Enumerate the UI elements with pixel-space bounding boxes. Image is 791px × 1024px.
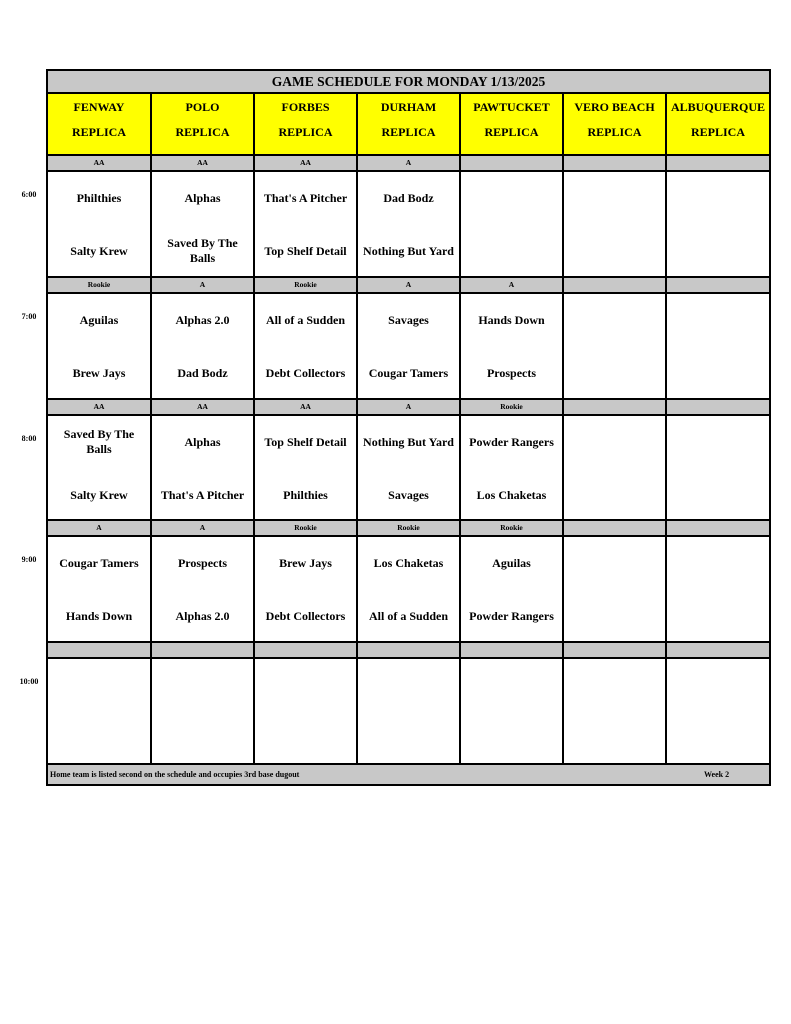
home-team: Salty Krew	[70, 487, 128, 502]
week-label: Week 2	[704, 770, 730, 779]
game-cell	[255, 172, 358, 276]
schedule-footer	[48, 763, 769, 784]
home-team	[564, 599, 665, 633]
division-label: A	[461, 278, 564, 292]
field-subtitle: REPLICA	[484, 125, 539, 139]
away-team: Cougar Tamers	[59, 555, 139, 570]
game-cell	[152, 659, 255, 763]
division-label: AA	[255, 400, 358, 414]
game-cell	[48, 537, 152, 641]
home-team: Dad Bodz	[177, 365, 228, 380]
game-cell	[358, 416, 461, 520]
home-team: Cougar Tamers	[368, 365, 449, 380]
time-label: 8:00	[21, 434, 37, 443]
schedule-sheet	[46, 69, 771, 786]
division-label: AA	[255, 156, 358, 170]
home-team: Alphas 2.0	[175, 608, 230, 623]
home-team: Brew Jays	[72, 365, 126, 380]
division-label	[358, 643, 461, 657]
home-team: Los Chaketas	[476, 487, 547, 502]
away-team	[667, 303, 769, 337]
field-name: POLO	[185, 100, 220, 114]
field-header	[255, 94, 358, 154]
away-team	[48, 668, 150, 702]
away-team: Hands Down	[478, 312, 545, 327]
home-team: Philthies	[283, 487, 328, 502]
schedule-title: GAME SCHEDULE FOR MONDAY 1/13/2025	[48, 71, 769, 94]
division-band	[48, 154, 769, 172]
away-team: Alphas	[184, 434, 221, 449]
home-team: Powder Rangers	[469, 608, 554, 623]
footer-note: Home team is listed second on the schedule and occupies 3rd base dugout	[50, 770, 300, 779]
division-label: A	[358, 156, 461, 170]
away-team	[564, 668, 665, 702]
game-cell	[564, 172, 667, 276]
away-team	[564, 546, 665, 580]
division-band	[48, 276, 769, 294]
game-cell	[564, 294, 667, 398]
time-label: 7:00	[21, 312, 37, 321]
time-label: 6:00	[21, 190, 37, 199]
home-team	[461, 234, 562, 268]
game-cell	[255, 294, 358, 398]
away-team: Alphas 2.0	[175, 312, 230, 327]
division-label	[152, 643, 255, 657]
field-subtitle: REPLICA	[381, 125, 436, 139]
division-label: AA	[152, 400, 255, 414]
home-team: All of a Sudden	[368, 608, 449, 623]
game-cell	[255, 416, 358, 520]
home-team: Savages	[388, 487, 429, 502]
home-team: Prospects	[486, 365, 537, 380]
game-cell	[667, 294, 769, 398]
field-header	[461, 94, 564, 154]
division-label	[667, 278, 769, 292]
division-label	[564, 156, 667, 170]
home-team	[564, 234, 665, 268]
division-band	[48, 641, 769, 659]
division-label	[564, 278, 667, 292]
away-team: Philthies	[76, 190, 122, 205]
game-cell	[667, 537, 769, 641]
home-team	[461, 721, 562, 755]
away-team	[667, 425, 769, 459]
field-name: ALBUQUERQUE	[670, 100, 765, 114]
home-team	[667, 599, 769, 633]
game-cell	[564, 416, 667, 520]
division-label: AA	[48, 400, 152, 414]
away-team	[667, 668, 769, 702]
division-label: Rookie	[461, 400, 564, 414]
division-label	[667, 156, 769, 170]
division-label: A	[48, 521, 152, 535]
game-cell	[358, 294, 461, 398]
game-cell	[564, 659, 667, 763]
division-label: Rookie	[255, 278, 358, 292]
away-team	[255, 668, 356, 702]
game-cell	[48, 416, 152, 520]
home-team: Debt Collectors	[265, 608, 346, 623]
field-header	[667, 94, 769, 154]
away-team: Dad Bodz	[383, 190, 434, 205]
home-team	[564, 356, 665, 390]
division-label: Rookie	[358, 521, 461, 535]
game-cell	[255, 537, 358, 641]
game-cell	[358, 659, 461, 763]
field-subtitle: REPLICA	[587, 125, 642, 139]
field-subtitle: REPLICA	[175, 125, 230, 139]
field-name: FENWAY	[73, 100, 125, 114]
division-label	[255, 643, 358, 657]
away-team: Saved By The Balls	[63, 427, 135, 456]
away-team	[461, 668, 562, 702]
division-label: A	[358, 278, 461, 292]
away-team	[564, 425, 665, 459]
away-team: Savages	[388, 312, 429, 327]
game-cell	[152, 172, 255, 276]
home-team	[564, 721, 665, 755]
game-cell	[358, 172, 461, 276]
game-cell	[152, 416, 255, 520]
game-cell	[358, 537, 461, 641]
field-name: FORBES	[281, 100, 330, 114]
home-team: Hands Down	[65, 608, 133, 623]
away-team	[667, 181, 769, 215]
game-cell	[48, 659, 152, 763]
home-team	[667, 356, 769, 390]
home-team	[358, 721, 459, 755]
away-team: Powder Rangers	[469, 434, 554, 449]
division-label: A	[152, 521, 255, 535]
game-cell	[255, 659, 358, 763]
division-label	[667, 521, 769, 535]
field-header	[48, 94, 152, 154]
game-cell	[461, 294, 564, 398]
game-cell	[461, 416, 564, 520]
away-team	[667, 546, 769, 580]
home-team: Debt Collectors	[265, 365, 346, 380]
field-subtitle: REPLICA	[690, 125, 745, 139]
home-team: Saved By The Balls	[167, 236, 238, 265]
division-label: Rookie	[255, 521, 358, 535]
game-cell	[461, 537, 564, 641]
home-team: That's A Pitcher	[160, 487, 245, 502]
game-cell	[461, 172, 564, 276]
home-team	[667, 478, 769, 512]
time-label: 10:00	[19, 677, 39, 686]
time-label: 9:00	[21, 555, 37, 564]
away-team: Brew Jays	[279, 555, 332, 570]
division-label	[461, 643, 564, 657]
division-label	[564, 521, 667, 535]
field-header	[358, 94, 461, 154]
field-name: VERO BEACH	[574, 100, 655, 114]
division-band	[48, 398, 769, 416]
home-team: Salty Krew	[70, 243, 128, 258]
home-team	[667, 234, 769, 268]
division-label	[667, 400, 769, 414]
division-label	[564, 400, 667, 414]
game-cell	[461, 659, 564, 763]
home-team	[667, 721, 769, 755]
home-team	[255, 721, 356, 755]
home-team: Nothing But Yard	[363, 243, 454, 258]
game-cell	[667, 172, 769, 276]
field-subtitle: REPLICA	[71, 125, 126, 139]
game-cell	[152, 294, 255, 398]
home-team	[48, 721, 150, 755]
away-team: All of a Sudden	[265, 312, 346, 327]
away-team: Aguilas	[79, 312, 119, 327]
field-header	[152, 94, 255, 154]
home-team	[152, 721, 253, 755]
field-name: DURHAM	[380, 100, 437, 114]
away-team: Aguilas	[492, 555, 531, 570]
field-name: PAWTUCKET	[473, 100, 550, 114]
game-cell	[152, 537, 255, 641]
division-label	[667, 643, 769, 657]
division-label: AA	[48, 156, 152, 170]
away-team	[564, 181, 665, 215]
division-label: Rookie	[461, 521, 564, 535]
field-header	[564, 94, 667, 154]
division-label: A	[358, 400, 461, 414]
away-team: Prospects	[177, 555, 228, 570]
away-team: Alphas	[184, 190, 221, 205]
field-subtitle: REPLICA	[278, 125, 333, 139]
game-cell	[667, 659, 769, 763]
home-team: Top Shelf Detail	[264, 243, 347, 258]
game-cell	[48, 172, 152, 276]
away-team: Nothing But Yard	[363, 434, 454, 449]
away-team	[358, 668, 459, 702]
game-cell	[564, 537, 667, 641]
division-label	[48, 643, 152, 657]
division-label	[461, 156, 564, 170]
away-team: Top Shelf Detail	[264, 434, 347, 449]
game-cell	[667, 416, 769, 520]
division-band	[48, 519, 769, 537]
away-team: Los Chaketas	[373, 555, 444, 570]
division-label: A	[152, 278, 255, 292]
away-team	[564, 303, 665, 337]
division-label: AA	[152, 156, 255, 170]
away-team	[152, 668, 253, 702]
division-label	[564, 643, 667, 657]
division-label: Rookie	[48, 278, 152, 292]
away-team: That's A Pitcher	[263, 190, 348, 205]
away-team	[461, 181, 562, 215]
game-cell	[48, 294, 152, 398]
home-team	[564, 478, 665, 512]
